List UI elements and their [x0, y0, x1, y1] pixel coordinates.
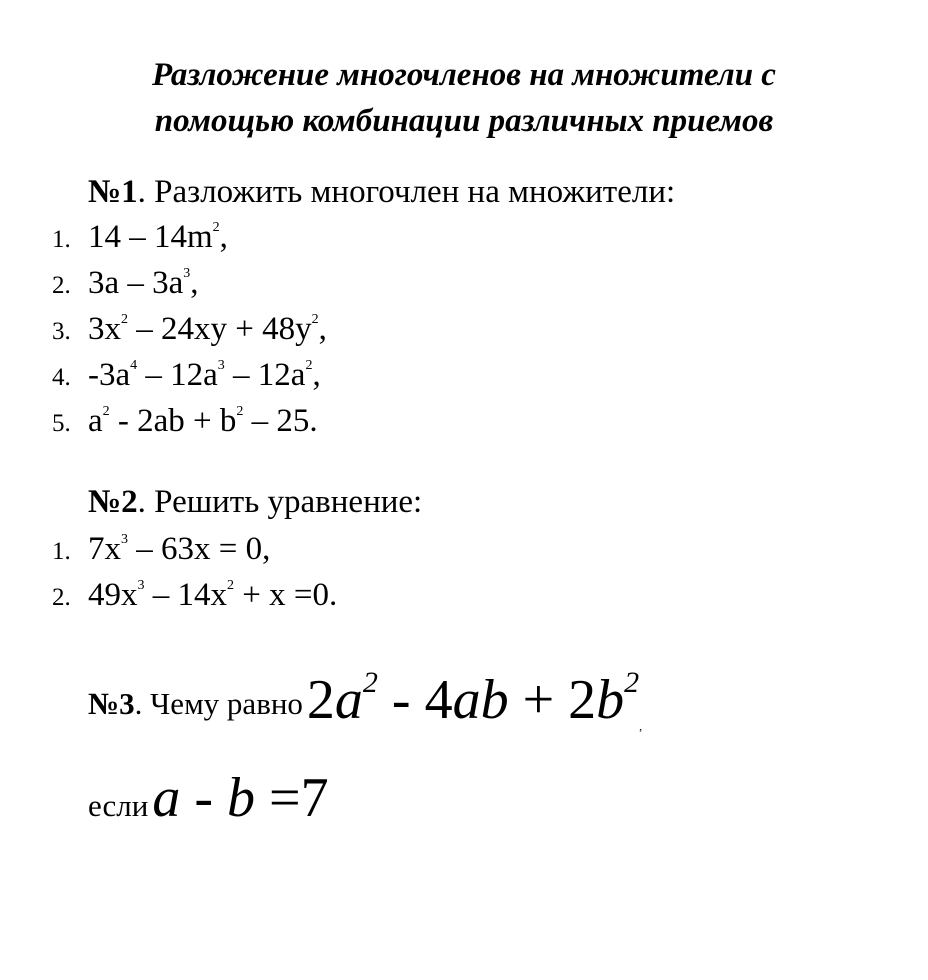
item-index: 1. [52, 538, 71, 565]
list-item [52, 526, 337, 572]
task3-condition-expression: a - b =7 [152, 767, 329, 829]
item-expression: $7x^3 - 63x = 0$, [88, 531, 271, 567]
item-expression: $3x^2 - 24xy + 48y^2$, [88, 311, 327, 347]
task1-heading [88, 172, 675, 212]
item-index: 5. [52, 410, 71, 437]
task2-heading [88, 482, 422, 522]
item-expression: $3a - 3a^3$, [88, 265, 199, 301]
item-expression: $-3a^4 - 12a^3 - 12a^2$, [88, 357, 321, 393]
item-index: 2. [52, 272, 71, 299]
task3-question [88, 668, 642, 734]
task3-comma: , [639, 719, 643, 733]
task2-number: №2 [88, 484, 138, 520]
task2-list [52, 526, 337, 618]
task2-text: . Решить уравнение: [137, 484, 423, 520]
item-index: 4. [52, 364, 71, 391]
list-item [52, 214, 327, 260]
item-index: 1. [52, 226, 71, 253]
item-expression: $a^2 - 2ab + b^2 - 25$. [88, 403, 318, 439]
item-expression: $49x^3 - 14x^2 + x =0$. [88, 577, 338, 613]
task3-condition-lead: если [88, 788, 149, 823]
task1-number: №1 [88, 174, 138, 210]
list-item [52, 306, 327, 352]
task3-number: №3 [88, 686, 135, 721]
task1-list [52, 214, 327, 444]
list-item [52, 260, 327, 306]
title-line-2: помощью комбинации различных приемов [154, 103, 774, 139]
task1-text: . Разложить многочлен на множители: [137, 174, 676, 210]
page-title [0, 52, 928, 144]
task3-heading [88, 686, 303, 721]
item-expression: $14 - 14m^2$, [88, 219, 228, 255]
list-item [52, 398, 327, 444]
task3-text: . Чему равно [134, 686, 303, 721]
task3-expression: $2a^2 - 4ab + 2b^2$ [306, 666, 640, 731]
item-index: 2. [52, 584, 71, 611]
item-index: 3. [52, 318, 71, 345]
list-item [52, 352, 327, 398]
task3-condition [88, 766, 329, 830]
list-item [52, 572, 337, 618]
title-line-1: Разложение многочленов на множители с [152, 57, 776, 93]
